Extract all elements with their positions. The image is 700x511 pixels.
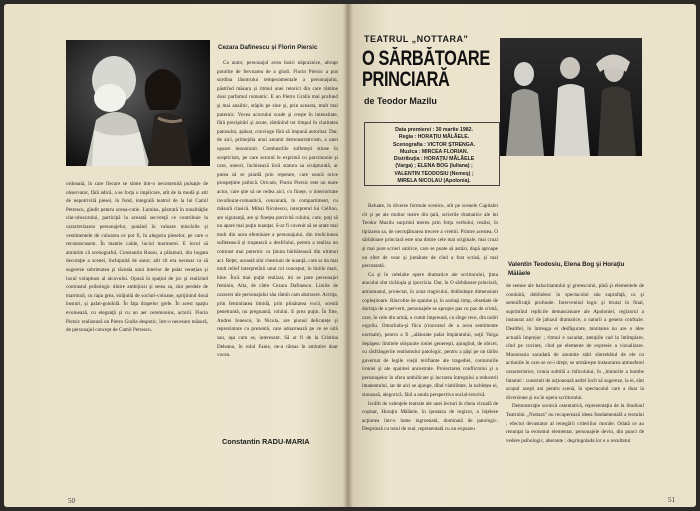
credit-line: Muzica : MIRCEA FLORIAN. [399,148,469,155]
left-column-1 [66,180,208,468]
book-spread [4,4,696,507]
credit-line: Regia : HORAŢIU MĂLĂELE. [398,134,470,141]
left-photo-caption: Cezara Dafinescu și Florin Piersic [218,44,318,51]
credits-box [364,122,500,186]
article-signature: Constantin RADU-MARIA [222,437,310,446]
right-column-1 [362,202,498,490]
paragraph: Reluate, în diverse formule scenice, atît pe scenele Capitalei cît şi pe ale multor teatre din ţară, scrierile dramatice ale lui Teodor Mazilu surprind mereu prin forţa verbului, realist, în tipizarea sa, de necruţătoarea trecere a vremii. Printre acestea, O sărbătoare princiară este una dintre cele mai originale, mai cruzi şi mai pure scrieri satirice, care se poate să astăzi, după aproape un sfert de veac şi jumătate de cînd a fost scrisă, şi mai percutantă. [362,203,498,270]
paragraph: Ca şi în celelalte opere dramatice ale scriitorului, ţinta atacului sînt ticăloşia şi ipocrizia. Dar, în O sărbătoare princiară, antiumanul, proiectat, în zona tragicului, dobîndeşte dimensiuni copleşitoare. Răscolite de spaime şi, în acelaşi timp, obsedate de dorinţa de a pervertí, personajele se apropie pas cu pas de crimă, care, în cele din urmă, o comit împreună, cu sînge rece, din nobil orgoliu. Omorîndu-şi fiica (rinovatul de a avea sentimente normale), pentru a fi ,,alăturate palat împăratului, soţii Varga depăşesc limitele obişnuite ioniei genereşti, ajungînd, de obicei, cu răsfrângerile realismului patologic, pentru a păşi pe un tărîm guvernat de legile vieţii terifiante ale tragediei, contururile ironiei şi ale spaimei ancestrale. Proiectarea conflictului şi a personajelor în sfera umbilicate şi lucrarea întregului a reducerii imanentului, iar de aici se ajunge, dînd viabilitate, la nobleţea ei, sinuoasă, alegorică, fără a anula perspectiva social-istorică. [362,271,498,399]
title-line-1: O SĂRBĂTOARE [362,47,490,70]
photo-three-actors [500,38,642,156]
left-column-2 [217,59,338,437]
photo-actors-embrace [66,40,210,166]
book-gutter [343,4,353,507]
page-number-left: 50 [68,497,75,505]
right-photo-caption: Valentin Teodosiu, Elena Bog şi Horaţiu Mălăele [508,261,625,277]
page-number-right: 51 [668,496,675,504]
play-author: de Teodor Mazilu [364,96,437,106]
paragraph: de semne ale halucinantului şi grotescului, pînă şi elementele de conduită, dobîndesc în spectacolul său suprafaţă, ca şi semnificaţii profunde. Intervenind logic şi brutal în final, suprimînd replicile demascatoare ale Apoloniei, regizorul a instaurat aici de jaluzul dramatice, a naturii a genera confuzie. Dealtfel, în întreaga ei desfăşurare, montarea nu are o idee actuală împrejur ; ritmul e sacadat, atenţiile cad la întîmplare, cînd pe cuvinte, cînd pe elemente de expresie a vizualizare. Monotonia sacadată de anumite stări sîntrebătul de ele cu actiunile în care se ce-i drept, se urmăreşte instaurarea atmosferei caracteristice, ironia subtilă a ridicolului, în ,,hinturile a bombe fataniei : construit de acţionează astfel încît să sugereze, la ei, sînt scopul aceşti ani pentru scenă, în spectacolul care a doar la diversiune şi nu în opera scriitorului. [506,283,644,401]
play-title [362,48,518,90]
paragraph: Demonstraţie scenică ostentativă, reprezentaţia de la Studioul Teatrului ,,Nottara" nu recuperează ideea fundamentală a textului ; efectul devastator al renegării criteriilor morale. Odată ce au renunţat la eroismul elementar, personajele devin, din punct de vedere psihologic, aberante ; degringolada lor e o rezultatul [506,403,644,444]
right-page [348,4,696,507]
credit-line: VALENTIN TEODOSIU (Nemeş) ; [394,170,474,177]
left-page [4,4,348,507]
right-column-2 [506,282,644,492]
theatre-name: TEATRUL „NOTTARA" [364,34,469,44]
credit-line: MIRELA NICOLAU (Apolonia). [397,178,471,185]
paragraph: Ca autor, personajul avea însiri năpraznice, abrupt potolite de fervoarea de a gîndi. Florin Piersic a pus surdina lăuntrului temperamentale a personajului, păstrînd măsura și ritmul unei retorici din care rămîne doar parfumul romantic. E un Pietro Gralla mai profund şi mai analitic, stăpîn pe sine şi, prin aceasta, mult mai puternic. Vocea actorului scade şi creşte în intensitate, fără precipitări şi acute, rămînînd tot timpul în claritatea patosului, apăsat, convinge fără să împună autoritar. Dar, de aici, primejdia unui anumit demonstrativism, a unei uşoare monotonii. Combustiile sufleteşti stinse în scepticism, pe care actorul le exprimă cu parcimonie şi care, uneori, închisează încă statura sa sculpturală, ar putea să se piardă prin repetare, care usucă orice prospeţime psihică. Oricum, Florin Piersic este un mare actor, care ştie să ne redea aici, cu finețe, o interioritate involburat-romantică, cenzurată, în compartiment, cu măsură clasică. Mihai Niculescu, interpretul lui Cellino, are siguranţă, are şi fineţea potrivită rolului, care, poţi să nu apare mai puţin nuanţat. S-ar fi cuvenit să se arate mai mult din acea efeminare a personajului, din moliciunea sufletească şi trupească a desfrîului, pentru a realiza un contrast mai puternic cu ţinuta bărbătească din ultimul act. Rețet, această sînt chestiuni de nuanţă, care ar da mai mult relief interpretării unui rol conceput, în liniile mari, bine. Încă mai puţin realizat, mi se pare personajul feminin, Alta, de către Cezara Dafinescu. Liniile de caracter ale personajului său rămîn cam abstracte. Actriţa, prin feminitatea timidă, prin plinătatea vocii, sceniă penetrantă, nu pregnantă, rolului. E prea puţin. În fine, Andrei Ionescu, în Nicola, are pionul delicatețe şi reprezintare cu prezentă, care adoarnează pe ce se uită sau, aşa cum se, interesant. Să ar fi de la Cristina Deleanu, în rolul Fanie, ne-a rămas în amintire doar vocea. [217,60,338,359]
title-line-2: PRINCIARĂ [362,68,450,91]
paragraph: Iscălit de valenţele teatrale ale unei lecturi în cheia vizuală de coşmar, Horaţiu Mălăele, în ipostaza de regizor, a înţelese acţiunea într-o lume ingroenată, dominată de patologic. Desprinsă cu totul de real, reprezentată cu un expozeu [362,400,498,433]
paragraph: ordonată, în care fiecare se simte într-o necontenită pulsaţie de observator, fără adică, a se forţa o implicare, atît de la modă şi atît de nepotrivită piesei, în fond, integrală teatrul de la lui Camil Petrescu, gîndit pentru scena-cutie. Lumina, păstrată în tonalităţile clar-obscurului, participă la această secvenţă ce contribuie la caracterizarea personajelor, punând în valoare miscările şi vestimentele de culoarea ce pot fi, în alegoria pieselor, pe care o recunoscusem. În mantie calde, luciul marmorei. E locul să amintim că scenograful, Constantin Russu, a plăsmuit, din bogata decoraţie a scenei, închipuită de autor, atît cît era necesar ca să sugereze sobrietatea şi răceala unui interior de palat venețian şi luxul voluptuos al alcovului. Opusă în spaţiul de joc şi realizind contrastul psihologic dintre ambiţiozi şi setea sa, sînt perdele de marmură, cu rapa grea, străjuită de socluri-coloane, sprijinind două busturi, şi palat-gondolă. În faţa drapelor grele. În acest spaţiu evoluează, cu eleganţă şi cu un aer ceremonios, actorii. Florin Piersic realizează un Pietro Gralla despotic, într-o necesare măsură, de personajul concept de Camil Petrescu. [66,181,208,334]
credit-line: Scenografia : VICTOR ŞTRENGA. [392,141,476,148]
credit-line: Distribuţia : HORAŢIU MĂLĂELE [393,156,475,163]
credit-line: (Varga) ; ELENA BOG (Iuliana) ; [395,163,473,170]
credit-line: Data premierei : 30 martie 1982. [395,127,473,133]
